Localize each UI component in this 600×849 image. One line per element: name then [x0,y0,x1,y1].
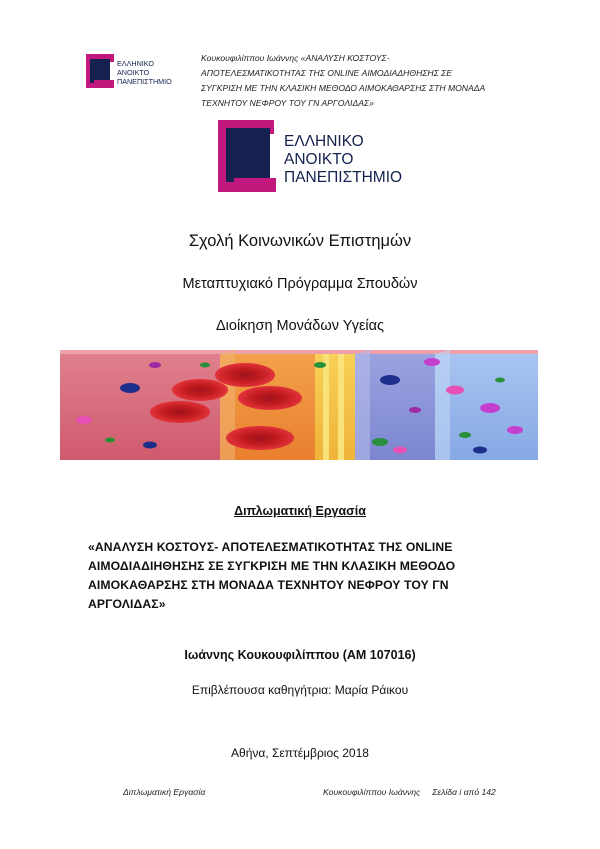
school-name: Σχολή Κοινωνικών Επιστημών [188,232,412,250]
thesis-label: Διπλωματική Εργασία [234,504,366,518]
thesis-title-line: ΑΡΓΟΛΙΔΑΣ» [88,597,166,611]
header-citation-line: ΣΥΓΚΡΙΣΗ ΜΕ ΤΗΝ ΚΛΑΣΙΚΗ ΜΕΘΟΔΟ ΑΙΜΟΚΑΘΑΡΣΗΣ ΣΤΗ ΜΟΝΑΔΑ [201,83,486,93]
header-citation-line: ΤΕΧΝΗΤΟΥ ΝΕΦΡΟΥ ΤΟΥ ΓΝ ΑΡΓΟΛΙΔΑΣ» [201,98,374,108]
logo-small-line-3: ΠΑΝΕΠΙΣΤΗΜΙΟ [117,77,172,86]
header-citation [201,51,531,111]
date-place: Αθήνα, Σεπτέμβριος 2018 [231,746,369,760]
thesis-title-line: «ΑΝΑΛΥΣΗ ΚΟΣΤΟΥΣ- ΑΠΟΤΕΛΕΣΜΑΤΙΚΟΤΗΤΑΣ ΤΗΣ ONLINE [88,540,453,554]
logo-small-line-2: ΑΝΟΙΚΤΟ [117,68,150,77]
footer-left: Διπλωματική Εργασία [123,787,206,797]
university-logo-small [86,54,178,88]
logo-line-3: ΠΑΝΕΠΙΣΤΗΜΙΟ [284,169,403,186]
footer-right: Κουκουφιλίππου Ιωάννης Σελίδα i από 142 [323,787,496,797]
supervisor-name: Επιβλέπουσα καθηγήτρια: Μαρία Ράικου [191,683,409,697]
author-name: Ιωάννης Κουκουφιλίππου (ΑΜ 107016) [184,648,416,662]
thesis-title-line: ΑΙΜΟΚΑΘΑΡΣΗΣ ΣΤΗ ΜΟΝΑΔΑ ΤΕΧΝΗΤΟΥ ΝΕΦΡΟΥ ΤΟΥ ΓΝ [88,578,449,592]
logo-small-line-1: ΕΛΛΗΝΙΚΟ [117,59,154,68]
department-name: Διοίκηση Μονάδων Υγείας [215,318,385,334]
university-logo [218,120,408,192]
program-name: Μεταπτυχιακό Πρόγραμμα Σπουδών [182,276,418,292]
logo-line-1: ΕΛΛΗΝΙΚΟ [284,133,364,150]
thesis-title-line: ΑΙΜΟΔΙΑΔΙΗΘΗΣΗΣ ΣΕ ΣΥΓΚΡΙΣΗ ΜΕ ΤΗΝ ΚΛΑΣΙΚΗ ΜΕΘΟΔΟ [88,559,456,573]
logo-line-2: ΑΝΟΙΚΤΟ [284,151,354,168]
blood-vessel-illustration [60,350,538,460]
thesis-title [88,538,518,614]
header-citation-line: Κουκουφιλίππου Ιωάννης «ΑΝΑΛΥΣΗ ΚΟΣΤΟΥΣ- [201,53,390,63]
header-citation-line: ΑΠΟΤΕΛΕΣΜΑΤΙΚΟΤΗΤΑΣ ΤΗΣ ONLINE ΑΙΜΟΔΙΑΔΗΘΗΣΗΣ ΣΕ [201,68,453,78]
